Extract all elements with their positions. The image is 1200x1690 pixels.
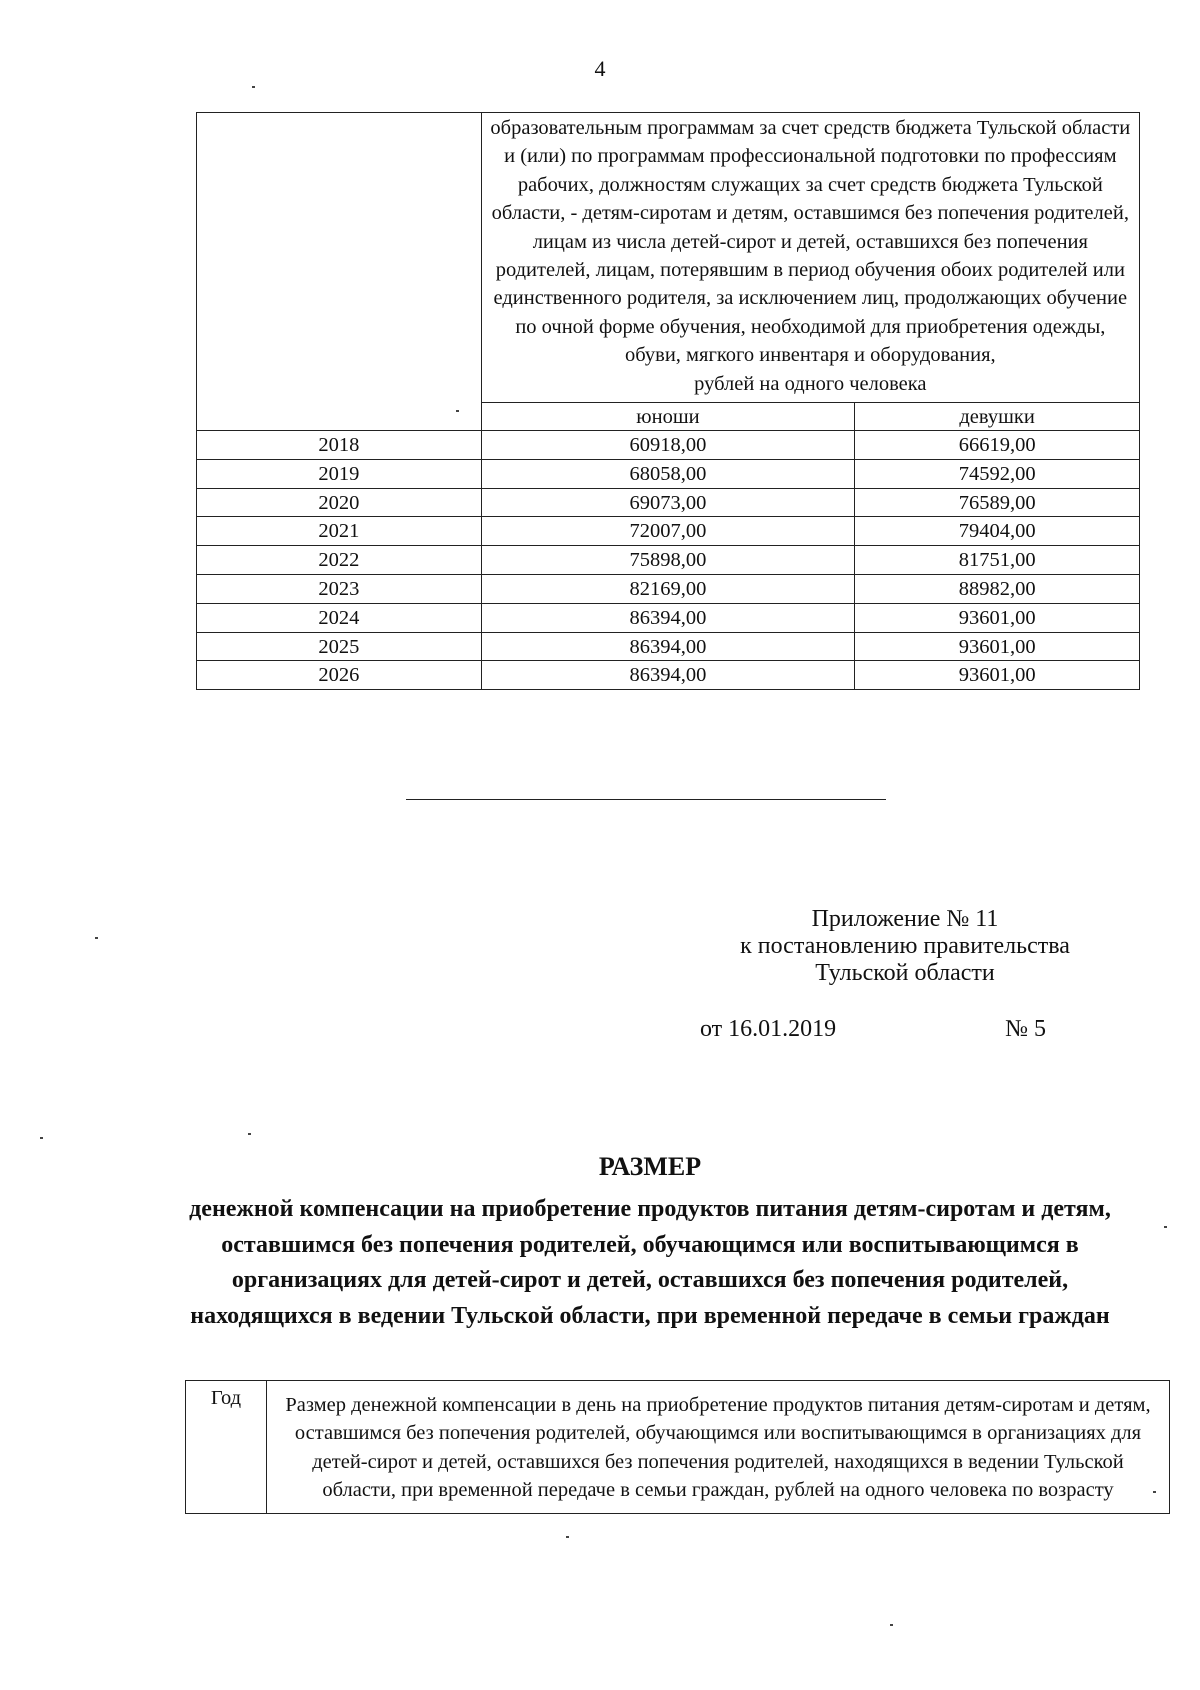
boys-value-cell: 68058,00: [481, 459, 855, 488]
description-column-header: Размер денежной компенсации в день на приобретение продуктов питания детям-сиротам и детям, оставшимся без попечения родителей, обучающимся или воспитывающимся в организациях для детей-сирот и детей, оставшихся без попечения родителей, находящихся в ведении Тульской области, при временной передаче в семьи граждан, рублей на одного человека по возрасту: [267, 1381, 1170, 1514]
year-cell: 2020: [197, 488, 482, 517]
girls-value-cell: 93601,00: [855, 661, 1140, 690]
resolution-number: № 5: [1005, 1016, 1046, 1042]
year-column-header: Год: [186, 1381, 267, 1514]
food-compensation-table: [185, 1380, 1170, 1514]
boys-value-cell: 86394,00: [481, 603, 855, 632]
appendix-number: Приложение № 11: [811, 906, 999, 932]
appendix-resolution: к постановлению правительства: [740, 933, 1070, 959]
table-row: [197, 632, 1140, 661]
girls-value-cell: 79404,00: [855, 517, 1140, 546]
year-cell: 2023: [197, 575, 482, 604]
table-row: [197, 459, 1140, 488]
subheader-girls: девушки: [855, 403, 1140, 431]
boys-value-cell: 69073,00: [481, 488, 855, 517]
appendix-region: Тульской области: [815, 960, 995, 986]
scan-speck: [248, 1133, 251, 1135]
scan-speck: [456, 410, 459, 412]
girls-value-cell: 66619,00: [855, 431, 1140, 460]
year-cell: 2022: [197, 546, 482, 575]
girls-value-cell: 81751,00: [855, 546, 1140, 575]
scan-speck: [252, 86, 255, 88]
girls-value-cell: 93601,00: [855, 603, 1140, 632]
table-header-description: [481, 113, 1139, 403]
clothing-compensation-table: [196, 112, 1140, 690]
header-text: образовательным программам за счет средств бюджета Тульской области и (или) по программам профессиональной подготовки по профессиям рабочих, должностям служащих за счет средств бюджета Тульской области, - детям-сиротам и детям, оставшимся без попечения родителей, лицам из числа детей-сирот и детей, оставшихся без попечения родителей, лицам, потерявшим в период обучения обоих родителей или единственного родителя, за исключением лиц, продолжающих обучение по очной форме обучения, необходимой для приобретения одежды, обуви, мягкого инвентаря и оборудования,: [490, 117, 1131, 367]
boys-value-cell: 86394,00: [481, 661, 855, 690]
boys-value-cell: 86394,00: [481, 632, 855, 661]
section-title: РАЗМЕР: [598, 1152, 702, 1181]
scan-speck: [95, 937, 98, 939]
girls-value-cell: 88982,00: [855, 575, 1140, 604]
scan-speck: [40, 1137, 43, 1139]
resolution-date: от 16.01.2019: [700, 1016, 837, 1042]
year-header-cell: [197, 113, 482, 431]
scan-speck: [566, 1536, 569, 1538]
scan-speck: [1153, 1491, 1156, 1493]
boys-value-cell: 60918,00: [481, 431, 855, 460]
boys-value-cell: 72007,00: [481, 517, 855, 546]
year-cell: 2018: [197, 431, 482, 460]
boys-value-cell: 82169,00: [481, 575, 855, 604]
subheader-boys: юноши: [481, 403, 855, 431]
year-cell: 2026: [197, 661, 482, 690]
table-header-row: [186, 1381, 1170, 1514]
table-row: [197, 603, 1140, 632]
year-cell: 2021: [197, 517, 482, 546]
girls-value-cell: 74592,00: [855, 459, 1140, 488]
header-unit: рублей на одного человека: [694, 372, 927, 395]
page-number: 4: [594, 56, 606, 81]
section-divider: [406, 799, 886, 800]
year-cell: 2019: [197, 459, 482, 488]
table-row: [197, 488, 1140, 517]
table-row: [197, 517, 1140, 546]
boys-value-cell: 75898,00: [481, 546, 855, 575]
table-row: [197, 575, 1140, 604]
section-subtitle: денежной компенсации на приобретение продуктов питания детям-сиротам и детям, оставшимся без попечения родителей, обучающимся или воспитывающимся в организациях для детей-сирот и детей, оставшихся без попечения родителей, находящихся в ведении Тульской области, при временной передаче в семьи граждан: [189, 1196, 1111, 1329]
year-cell: 2024: [197, 603, 482, 632]
scan-speck: [1164, 1226, 1167, 1228]
girls-value-cell: 93601,00: [855, 632, 1140, 661]
year-cell: 2025: [197, 632, 482, 661]
scan-speck: [890, 1624, 893, 1626]
appendix-block: [680, 906, 1130, 987]
table-row: [197, 431, 1140, 460]
resolution-date-line: [700, 1016, 1050, 1043]
table-row: [197, 546, 1140, 575]
table-header-row: [197, 113, 1140, 403]
girls-value-cell: 76589,00: [855, 488, 1140, 517]
table-row: [197, 661, 1140, 690]
